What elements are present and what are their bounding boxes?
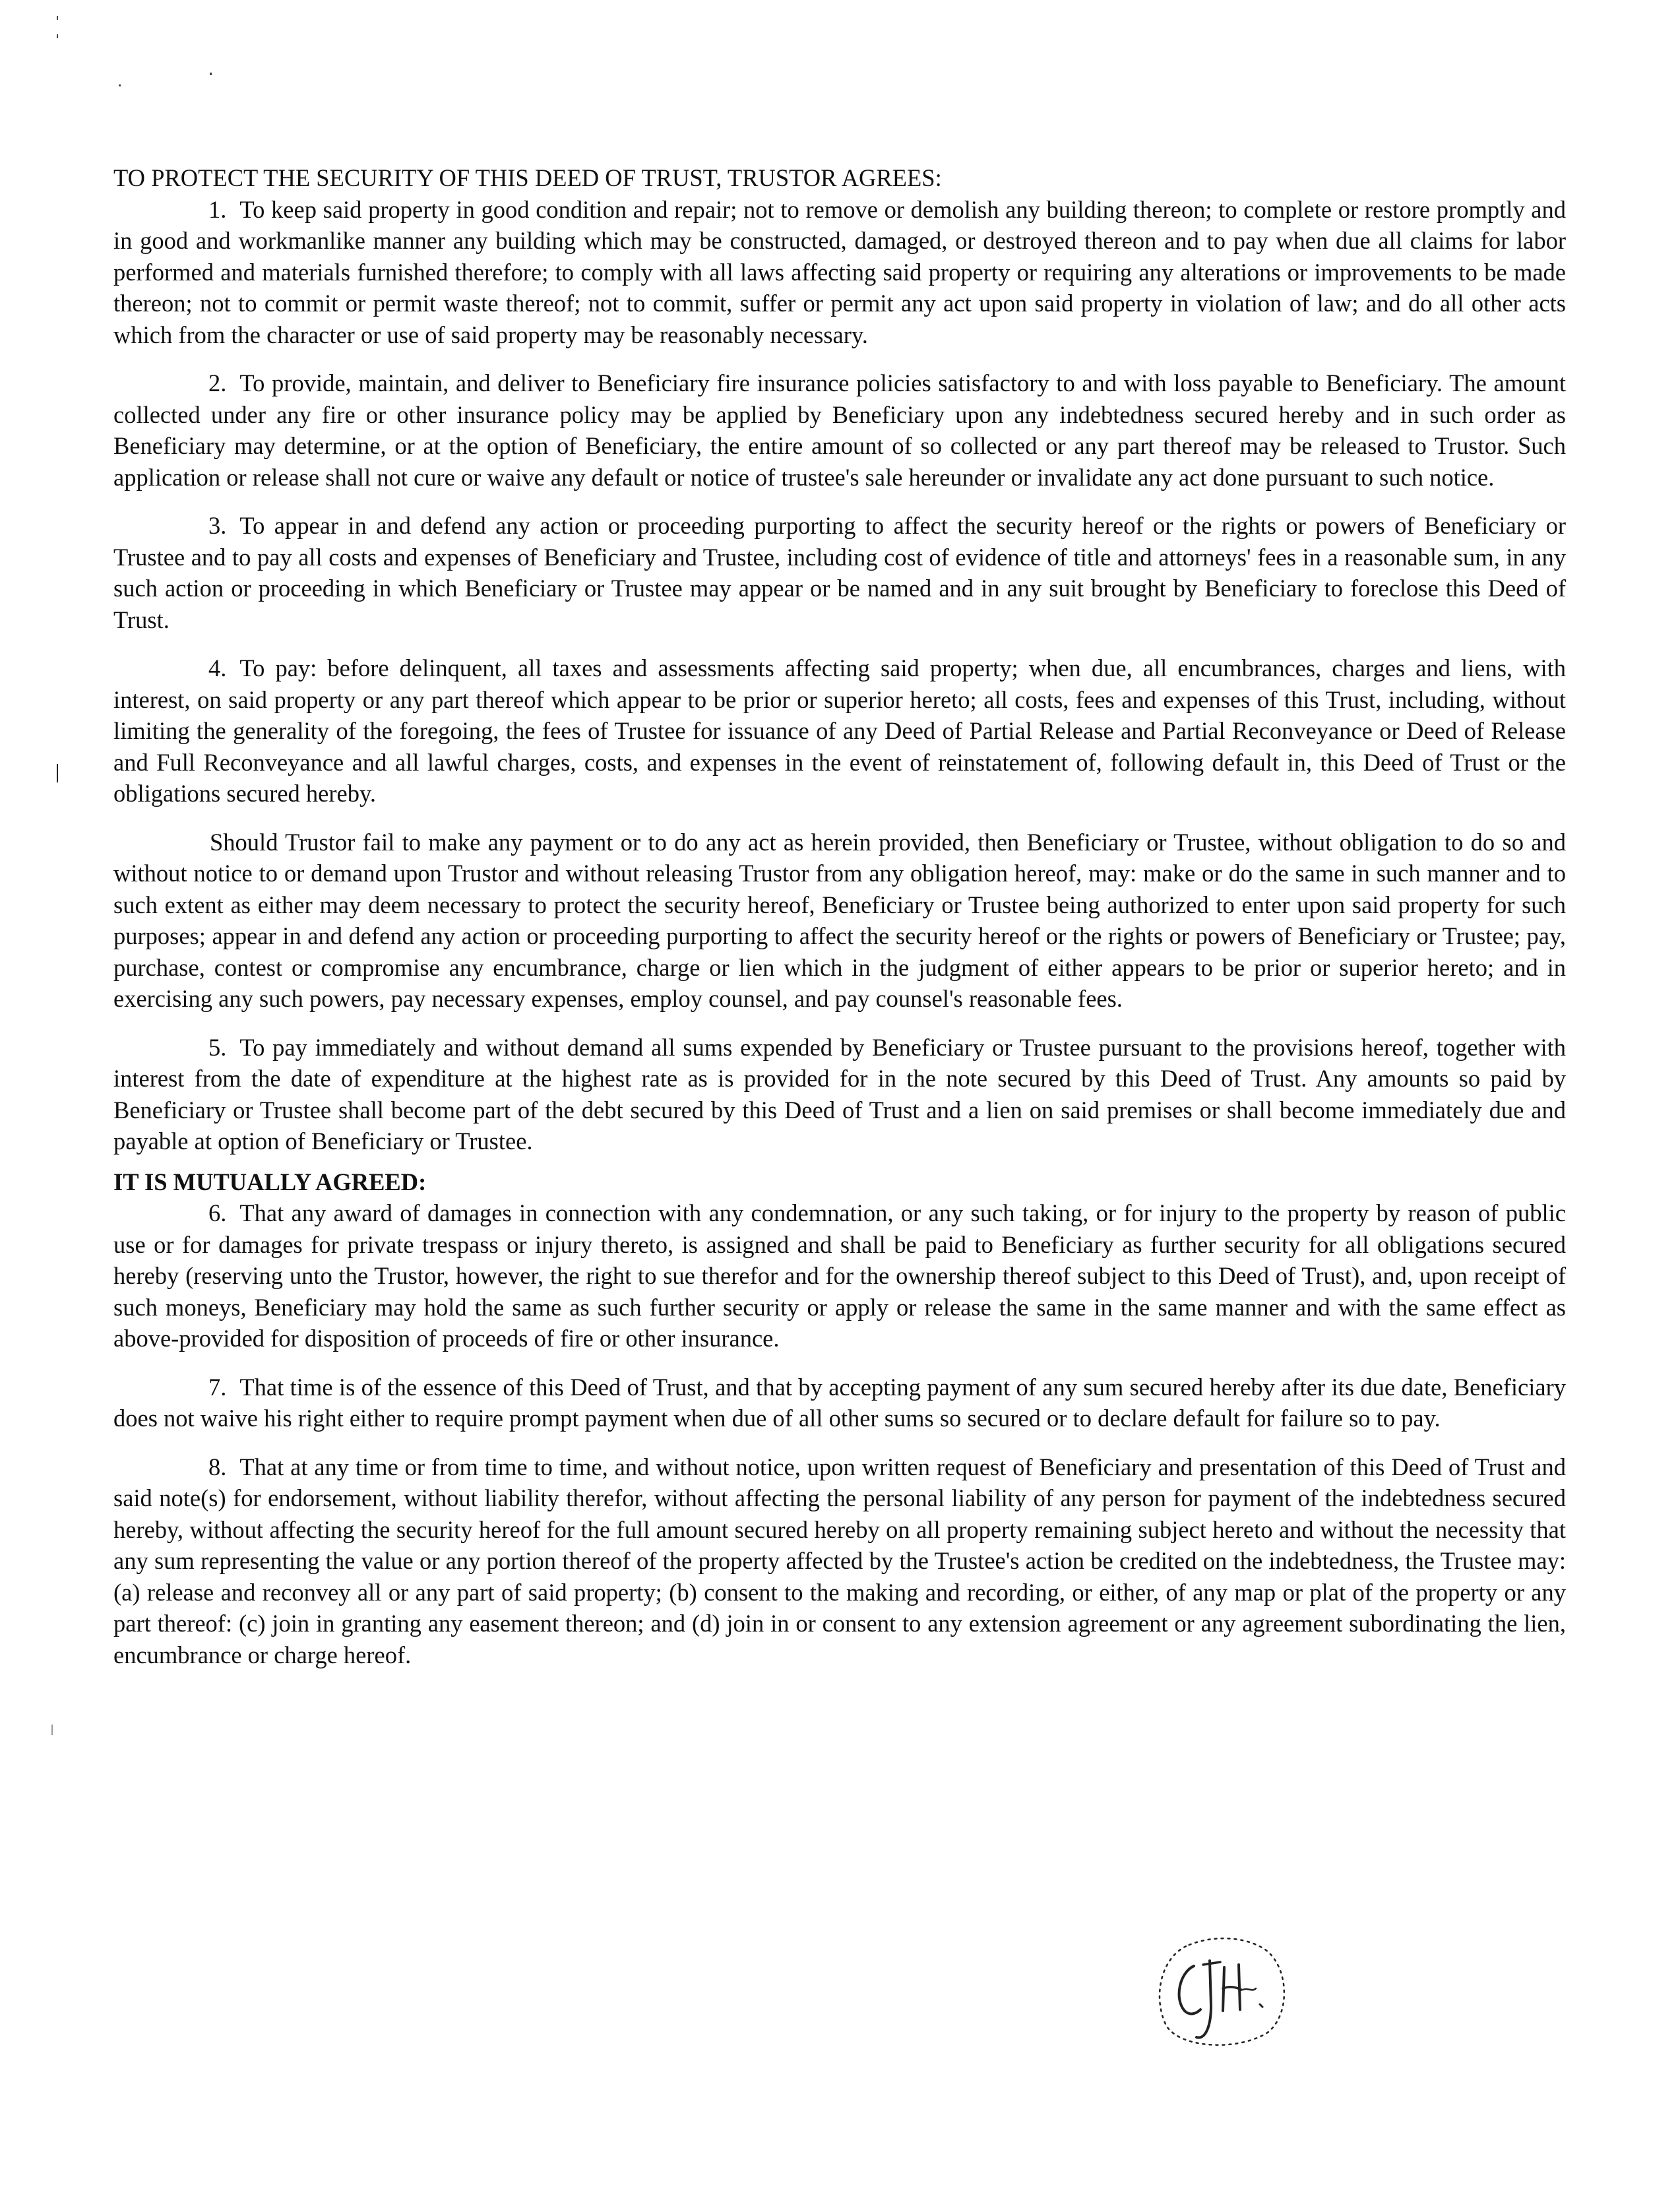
clause-text: That at any time or from time to time, and without notice, upon written request of Beneficiary and presentation of this Deed of Trust and said note(s) for endorsement, without liability therefor, without affecting the personal liability of any person for payment of the indebtedness secured hereby, without affecting the security hereof for the full amount secured hereby on all property remaining subject hereto and without the necessity that any sum representing the value or any portion thereof of the property affected by the Trustee's action be credited on the indebtedness, the Trustee may: (a) release and reconvey all or any part of said property; (b) consent to the making and recording, or either, of any map or plat of the property or any part thereof: (c) join in granting any easement thereon; and (d) join in or consent to any extension agreement or any agreement subordinating the lien, encumbrance or charge hereof. bbox=[113, 1453, 1566, 1668]
handwritten-initials bbox=[1140, 1926, 1298, 2058]
scan-mark bbox=[51, 1725, 53, 1735]
section-heading-mutually-agreed: IT IS MUTUALLY AGREED: bbox=[113, 1168, 427, 1195]
clause-4 bbox=[113, 652, 1566, 809]
clause-7 bbox=[113, 1372, 1566, 1434]
clause-should-trustor-fail: Should Trustor fail to make any payment or to do any act as herein provided, then Beneficiary or Trustee, without obligation to do so and without notice to or demand upon Trustor and without releasing Trustor from any obligation hereof, may: make or do the same in such manner and to such extent as either may deem necessary to protect the security hereof, Beneficiary or Trustee being authorized to enter upon said property for such purposes; appear in and defend any action or proceeding purporting to affect the security hereof or the rights or powers of Beneficiary or Trustee; pay, purchase, contest or compromise any encumbrance, charge or lien which in the judgment of either appears to be prior or superior hereto; and in exercising any such powers, pay necessary expenses, employ counsel, and pay counsel's reasonable fees. bbox=[113, 828, 1566, 1012]
section-heading-trustor-agrees: TO PROTECT THE SECURITY OF THIS DEED OF TRUST, TRUSTOR AGREES: bbox=[113, 164, 942, 191]
clause-text: That time is of the essence of this Deed of Trust, and that by accepting payment of any sum secured hereby after its due date, Beneficiary does not waive his right either to require prompt payment when due of all other sums so secured or to declare default for failure so to pay. bbox=[113, 1373, 1566, 1432]
clause-text: To pay: before delinquent, all taxes and assessments affecting said property; when due, all encumbrances, charges and liens, with interest, on said property or any part thereof which appear to be prior or superior hereto; all costs, fees and expenses of this Trust, including, without limiting the generality of the foregoing, the fees of Trustee for issuance of any Deed of Partial Release and Partial Reconveyance or Deed of Release and Full Reconveyance and all lawful charges, costs, and expenses in the event of reinstatement of, following default in, this Deed of Trust or the obligations secured hereby. bbox=[113, 654, 1566, 807]
clause-number: 2. bbox=[208, 369, 227, 397]
clause-number: 7. bbox=[208, 1373, 227, 1401]
scan-mark bbox=[57, 34, 58, 38]
clause-number: 5. bbox=[208, 1033, 227, 1061]
clause-6 bbox=[113, 1197, 1566, 1354]
clause-text: To appear in and defend any action or proceeding purporting to affect the security hereof or the rights or powers of Beneficiary or Trustee and to pay all costs and expenses of Beneficiary and Trustee, including cost of evidence of title and attorneys' fees in a reasonable sum, in any such action or proceeding in which Beneficiary or Trustee may appear or be named and in any suit brought by Beneficiary to foreclose this Deed of Trust. bbox=[113, 512, 1566, 633]
clause-text: That any award of damages in connection with any condemnation, or any such taking, or for injury to the property by reason of public use or for damages for private trespass or injury thereto, is assigned and shall be paid to Beneficiary as further security for all obligations secured hereby (reserving unto the Trustor, however, the right to sue therefor and for the ownership thereof subject to this Deed of Trust), and, upon receipt of such moneys, Beneficiary may hold the same as such further security or apply or release the same in the same manner and with the same effect as above-provided for disposition of proceeds of fire or other insurance. bbox=[113, 1199, 1566, 1352]
clause-8 bbox=[113, 1451, 1566, 1671]
clause-text: To pay immediately and without demand all sums expended by Beneficiary or Trustee pursuant to the provisions hereof, together with interest from the date of expenditure at the highest rate as is provided for in the note secured by this Deed of Trust. Any amounts so paid by Beneficiary or Trustee shall become part of the debt secured by this Deed of Trust and a lien on said premises or shall become immediately due and payable at option of Beneficiary or Trustee. bbox=[113, 1033, 1566, 1155]
clause-number: 8. bbox=[208, 1453, 227, 1480]
clause-number: 4. bbox=[208, 654, 227, 682]
scan-mark bbox=[119, 84, 121, 86]
document-body bbox=[113, 162, 1566, 1688]
clause-text: To provide, maintain, and deliver to Beneficiary fire insurance policies satisfactory to and with loss payable to Beneficiary. The amount collected under any fire or other insurance policy may be applied by Beneficiary upon any indebtedness secured hereby and in such order as Beneficiary may determine, or at the option of Beneficiary, the entire amount of so collected or any part thereof may be released to Trustor. Such application or release shall not cure or waive any default or notice of trustee's sale hereunder or invalidate any act done pursuant to such notice. bbox=[113, 369, 1566, 491]
scan-mark bbox=[210, 73, 212, 75]
clause-3 bbox=[113, 510, 1566, 635]
clause-1 bbox=[113, 194, 1566, 351]
clause-number: 1. bbox=[208, 195, 227, 223]
scan-mark bbox=[57, 764, 58, 782]
scan-mark bbox=[57, 16, 58, 20]
clause-2 bbox=[113, 367, 1566, 493]
clause-text: To keep said property in good condition and repair; not to remove or demolish any building thereon; to complete or restore promptly and in good and workmanlike manner any building which may be constructed, damaged, or destroyed thereon and to pay when due all claims for labor performed and materials furnished therefore; to comply with all laws affecting said property or requiring any alterations or improvements to be made thereon; not to commit or permit waste thereof; not to commit, suffer or permit any act upon said property in violation of law; and do all other acts which from the character or use of said property may be reasonably necessary. bbox=[113, 195, 1566, 348]
clause-number: 3. bbox=[208, 512, 227, 539]
clause-5 bbox=[113, 1032, 1566, 1157]
clause-number: 6. bbox=[208, 1199, 227, 1226]
